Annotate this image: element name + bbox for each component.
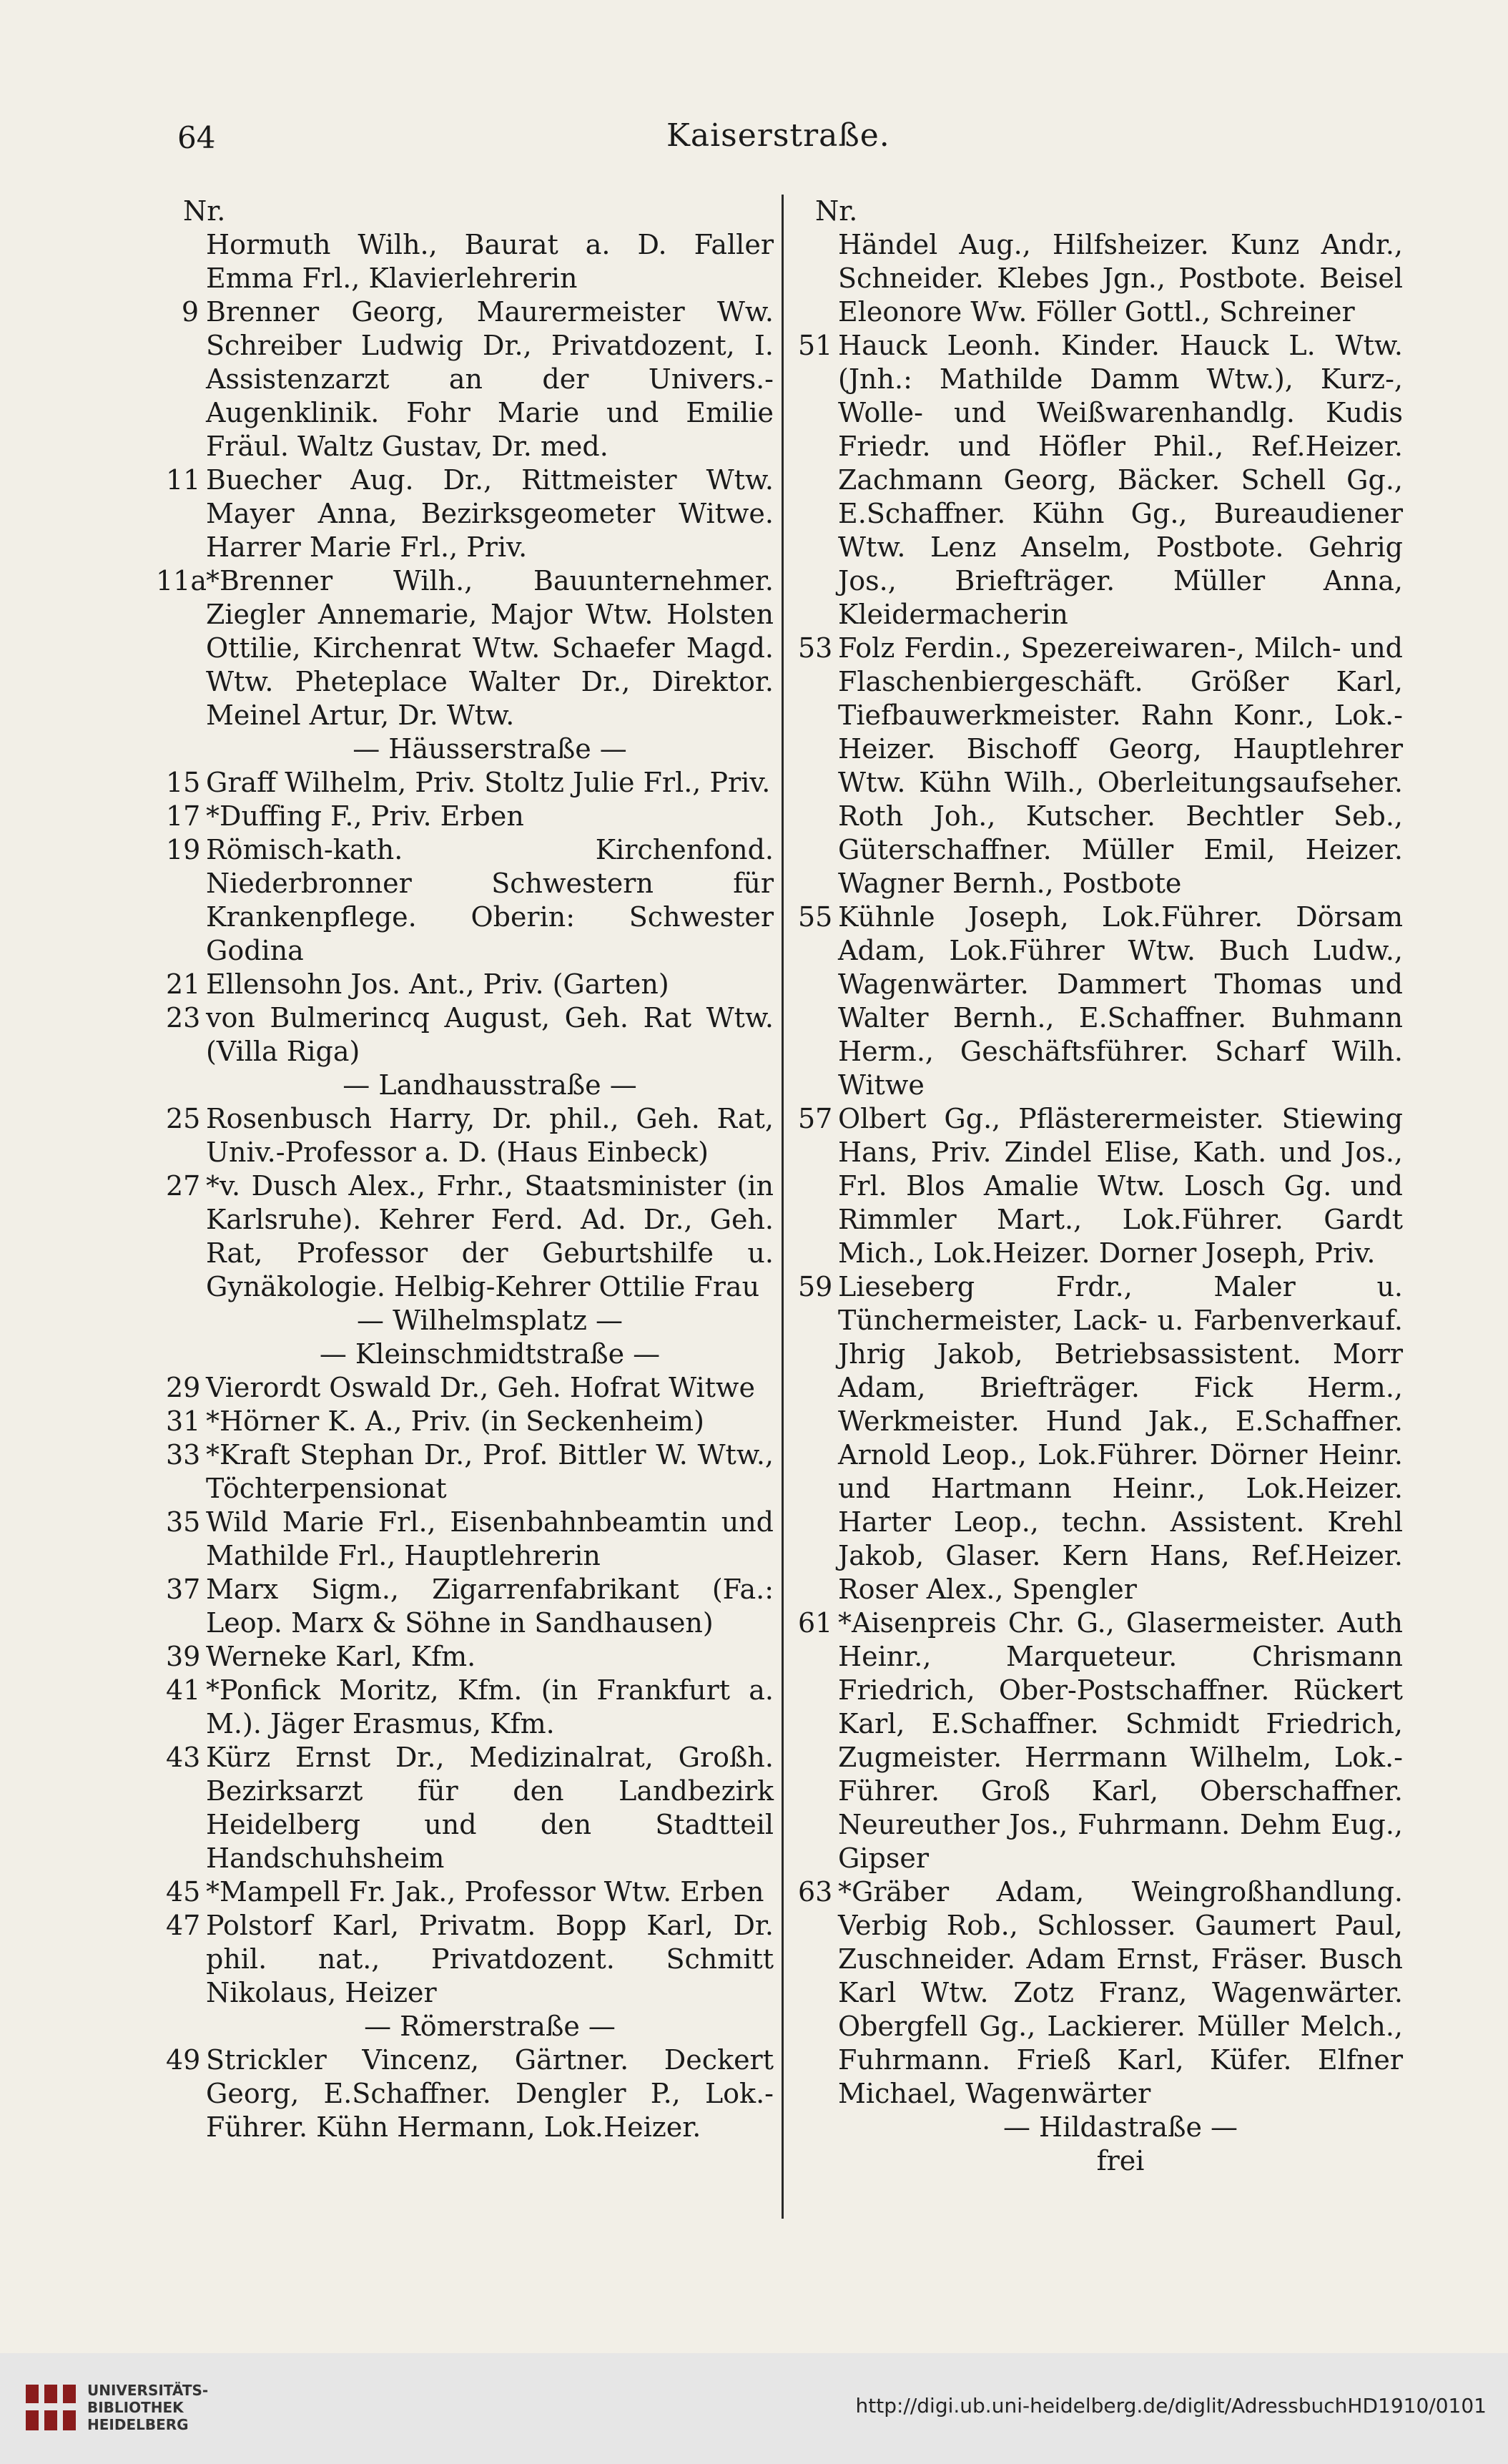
- residents-text: *Duffing F., Priv. Erben: [206, 800, 524, 832]
- house-number: 17: [166, 800, 201, 832]
- house-number: 43: [166, 1742, 201, 1773]
- residents-text: Marx Sigm., Zigarrenfabrikant (Fa.: Leop. Marx & Söhne in Sandhausen): [206, 1574, 774, 1639]
- residents-text: Polstorf Karl, Privatm. Bopp Karl, Dr. phil. nat., Privatdozent. Schmitt Nikolaus, Heizer: [206, 1910, 774, 2008]
- address-entry: [798, 329, 1403, 632]
- address-entry: [166, 228, 774, 295]
- house-number: 29: [166, 1372, 201, 1403]
- address-entry: [166, 800, 774, 833]
- house-number: 27: [166, 1170, 201, 1202]
- house-number: 25: [166, 1103, 201, 1134]
- house-number: 55: [798, 901, 833, 933]
- residents-text: *Brenner Wilh., Bauunternehmer. Ziegler Annemarie, Major Wtw. Holsten Ottilie, Kirchenrat Wtw. Schaefer Magd. Wtw. Pheteplace Walter Dr., Direktor. Meinel Artur, Dr. Wtw.: [206, 565, 774, 731]
- residents-text: Olbert Gg., Pflästerermeister. Stiewing Hans, Priv. Zindel Elise, Kath. und Jos., Frl. Blos Amalie Wtw. Losch Gg. und Rimmler Mart., Lok.Führer. Gardt Mich., Lok.Heizer. Dorner Joseph, Priv.: [838, 1103, 1403, 1269]
- address-entry: [166, 1438, 774, 1506]
- house-number: 47: [166, 1910, 201, 1941]
- residents-text: Lieseberg Frdr., Maler u. Tünchermeister, Lack- u. Farbenverkauf. Jhrig Jakob, Betriebsassistent. Morr Adam, Briefträger. Fick Herm., Werkmeister. Hund Jak., E.Schaffner. Arnold Leop., Lok.Führer. Dörner Heinr. und Hartmann Heinr., Lok.Heizer. Harter Leop., techn. Assistent. Krehl Jakob, Glaser. Kern Hans, Ref.Heizer. Roser Alex., Spengler: [838, 1271, 1403, 1605]
- address-entry: [166, 833, 774, 968]
- address-entry: [166, 1169, 774, 1304]
- address-entry: [798, 632, 1403, 900]
- address-entry: [166, 2043, 774, 2144]
- street-divider: — Landhausstraße —: [342, 1069, 637, 1101]
- street-divider: — Wilhelmsplatz —: [357, 1305, 623, 1336]
- residents-text: *Ponfick Moritz, Kfm. (in Frankfurt a. M.). Jäger Erasmus, Kfm.: [206, 1674, 774, 1739]
- house-number: 57: [798, 1103, 833, 1134]
- house-number: 53: [798, 632, 833, 664]
- address-entry: [166, 1741, 774, 1875]
- street-divider: — Häusserstraße —: [353, 733, 627, 765]
- address-entry: [166, 1875, 774, 1909]
- house-number: 11a: [156, 565, 207, 597]
- residents-text: Händel Aug., Hilfsheizer. Kunz Andr., Schneider. Klebes Jgn., Postbote. Beisel Eleonore Ww. Föller Gottl., Schreiner: [838, 229, 1403, 328]
- residents-text: Vierordt Oswald Dr., Geh. Hofrat Witwe: [206, 1372, 755, 1403]
- residents-text: Hormuth Wilh., Baurat a. D. Faller Emma Frl., Klavierlehrerin: [206, 229, 774, 294]
- address-entry: [166, 295, 774, 463]
- address-entry: [798, 1270, 1403, 1606]
- house-number: 45: [166, 1876, 201, 1908]
- address-entry: [166, 1506, 774, 1573]
- address-entry: [166, 1573, 774, 1640]
- residents-text: Kürz Ernst Dr., Medizinalrat, Großh. Bezirksarzt für den Landbezirk Heidelberg und den Stadtteil Handschuhsheim: [206, 1742, 774, 1874]
- address-entry: [156, 564, 774, 732]
- library-logo-icon: [24, 2382, 78, 2433]
- residents-text: Wild Marie Frl., Eisenbahnbeamtin und Mathilde Frl., Hauptlehrerin: [206, 1506, 774, 1571]
- residents-text: *Aisenpreis Chr. G., Glasermeister. Auth Heinr., Marqueteur. Chrismann Friedrich, Ober-Postschaffner. Rückert Karl, E.Schaffner. Schmidt Friedrich, Zugmeister. Herrmann Wilhelm, Lok.-Führer. Groß Karl, Oberschaffner. Neureuther Jos., Fuhrmann. Dehm Eug., Gipser: [838, 1607, 1403, 1874]
- residents-text: *Kraft Stephan Dr., Prof. Bittler W. Wtw., Töchterpensionat: [206, 1439, 774, 1504]
- residents-text: *v. Dusch Alex., Frhr., Staatsminister (in Karlsruhe). Kehrer Ferd. Ad. Dr., Geh. Rat, Professor der Geburtshilfe u. Gynäkologie. Helbig-Kehrer Ottilie Frau: [206, 1170, 774, 1302]
- residents-text: Strickler Vincenz, Gärtner. Deckert Georg, E.Schaffner. Dengler P., Lok.-Führer. Kühn Hermann, Lok.Heizer.: [206, 2044, 774, 2143]
- house-number: 11: [166, 464, 201, 496]
- house-number: 31: [166, 1405, 201, 1437]
- address-entry: [166, 968, 774, 1001]
- page-title: Kaiserstraße.: [666, 117, 890, 154]
- house-number: 63: [798, 1876, 833, 1908]
- house-number: 33: [166, 1439, 201, 1471]
- residents-text: *Gräber Adam, Weingroßhandlung. Verbig Rob., Schlosser. Gaumert Paul, Zuschneider. Adam Ernst, Fräser. Busch Karl Wtw. Zotz Franz, Wagenwärter. Obergfell Gg., Lackierer. Müller Melch., Fuhrmann. Frieß Karl, Küfer. Elfner Michael, Wagenwärter: [838, 1876, 1403, 2109]
- house-number: 41: [166, 1674, 201, 1706]
- column-header: Nr.: [183, 195, 226, 227]
- residents-text: Werneke Karl, Kfm.: [206, 1641, 476, 1672]
- source-url[interactable]: http://digi.ub.uni-heidelberg.de/diglit/AdressbuchHD1910/0101: [855, 2394, 1487, 2418]
- column-header: Nr.: [815, 195, 858, 227]
- residents-text: Römisch-kath. Kirchenfond. Niederbronner Schwestern für Krankenpflege. Oberin: Schwester Godina: [206, 834, 774, 966]
- page-number: 64: [177, 120, 216, 155]
- address-entry: [166, 766, 774, 800]
- column-divider: [782, 195, 784, 2219]
- street-divider: frei: [1096, 2145, 1145, 2176]
- residents-text: Ellensohn Jos. Ant., Priv. (Garten): [206, 968, 669, 1000]
- address-entry: [166, 1001, 774, 1069]
- address-entry: [798, 228, 1403, 329]
- house-number: 19: [166, 834, 201, 865]
- residents-text: Hauck Leonh. Kinder. Hauck L. Wtw. (Jnh.: Mathilde Damm Wtw.), Kurz-, Wolle- und Weißwarenhandlg. Kudis Friedr. und Höfler Phil., Ref.Heizer. Zachmann Georg, Bäcker. Schell Gg., E.Schaffner. Kühn Gg., Bureaudiener Wtw. Lenz Anselm, Postbote. Gehrig Jos., Briefträger. Müller Anna, Kleidermacherin: [838, 330, 1403, 630]
- house-number: 23: [166, 1002, 201, 1034]
- street-divider: — Römerstraße —: [364, 2011, 616, 2042]
- address-entry: [166, 463, 774, 564]
- house-number: 49: [166, 2044, 201, 2076]
- house-number: 61: [798, 1607, 833, 1639]
- house-number: 15: [166, 767, 201, 798]
- residents-text: von Bulmerincq August, Geh. Rat Wtw. (Villa Riga): [206, 1002, 774, 1067]
- house-number: 59: [798, 1271, 833, 1302]
- address-entry: [798, 1875, 1403, 2111]
- footer-bar: [0, 2353, 1508, 2464]
- right-column: [798, 195, 1403, 2178]
- residents-text: Rosenbusch Harry, Dr. phil., Geh. Rat, Univ.-Professor a. D. (Haus Einbeck): [206, 1103, 774, 1168]
- residents-text: Kühnle Joseph, Lok.Führer. Dörsam Adam, Lok.Führer Wtw. Buch Ludw., Wagenwärter. Dammert Thomas und Walter Bernh., E.Schaffner. Buhmann Herm., Geschäftsführer. Scharf Wilh. Witwe: [838, 901, 1403, 1101]
- house-number: 39: [166, 1641, 201, 1672]
- residents-text: Folz Ferdin., Spezereiwaren-, Milch- und Flaschenbiergeschäft. Größer Karl, Tiefbauwerkmeister. Rahn Konr., Lok.-Heizer. Bischoff Georg, Hauptlehrer Wtw. Kühn Wilh., Oberleitungsaufseher. Roth Joh., Kutscher. Bechtler Seb., Güterschaffner. Müller Emil, Heizer. Wagner Bernh., Postbote: [838, 632, 1403, 899]
- residents-text: *Hörner K. A., Priv. (in Seckenheim): [206, 1405, 704, 1437]
- left-column: [156, 195, 774, 2144]
- residents-text: Graff Wilhelm, Priv. Stoltz Julie Frl., Priv.: [206, 767, 771, 798]
- address-entry: [798, 1102, 1403, 1270]
- residents-text: *Mampell Fr. Jak., Professor Wtw. Erben: [206, 1876, 764, 1908]
- library-name: UNIVERSITÄTS- BIBLIOTHEK HEIDELBERG: [87, 2382, 209, 2433]
- street-divider: — Kleinschmidtstraße —: [319, 1338, 661, 1370]
- address-entry: [166, 1674, 774, 1741]
- street-divider: — Hildastraße —: [1002, 2111, 1238, 2143]
- house-number: 21: [166, 968, 201, 1000]
- address-entry: [798, 1606, 1403, 1875]
- address-entry: [166, 1909, 774, 2010]
- residents-text: Buecher Aug. Dr., Rittmeister Wtw. Mayer Anna, Bezirksgeometer Witwe. Harrer Marie Frl., Priv.: [206, 464, 774, 563]
- house-number: 37: [166, 1574, 201, 1605]
- address-entry: [166, 1371, 774, 1405]
- residents-text: Brenner Georg, Maurermeister Ww. Schreiber Ludwig Dr., Privatdozent, I. Assistenzarzt an der Univers.-Augenklinik. Fohr Marie und Emilie Fräul. Waltz Gustav, Dr. med.: [206, 296, 774, 462]
- house-number: 51: [798, 330, 833, 361]
- house-number: 35: [166, 1506, 201, 1538]
- address-entry: [798, 900, 1403, 1102]
- address-entry: [166, 1102, 774, 1169]
- address-entry: [166, 1405, 774, 1438]
- house-number: 9: [181, 296, 199, 328]
- address-entry: [166, 1640, 774, 1674]
